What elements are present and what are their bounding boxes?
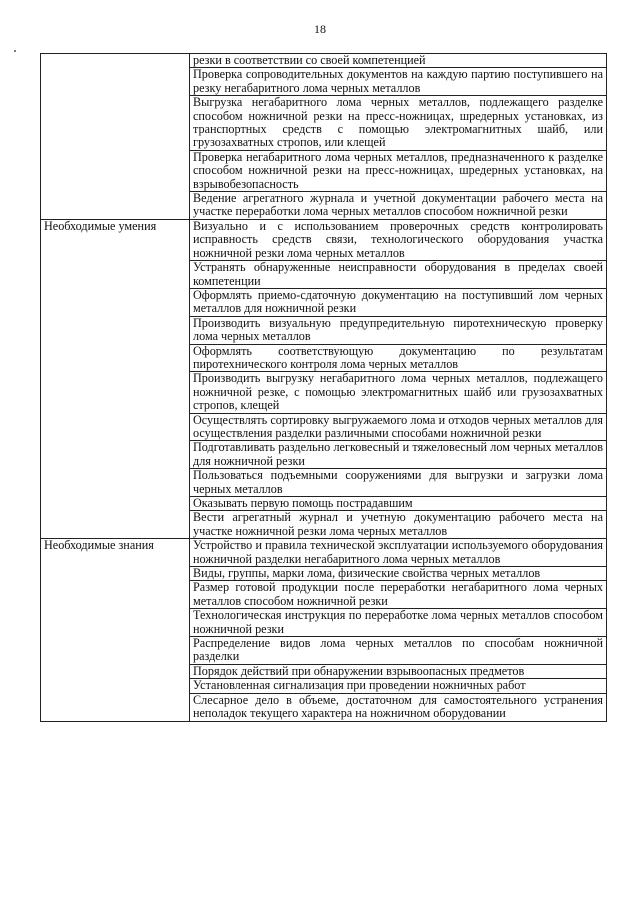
- requirements-table-body: [41, 54, 607, 722]
- requirement-text: Устранять обнаруженные неисправности оборудования в пределах своей компетенции: [190, 261, 607, 289]
- requirement-text: Осуществлять сортировку выгружаемого лома и отходов черных металлов для осуществления разделки различными способами ножничной резки: [190, 413, 607, 441]
- requirement-text: Порядок действий при обнаружении взрывоопасных предметов: [190, 664, 607, 678]
- requirement-text: Оформлять соответствующую документацию по результатам пиротехнического контроля лома черных металлов: [190, 344, 607, 372]
- requirement-text: Оформлять приемо-сдаточную документацию на поступивший лом черных металлов для ножничной резки: [190, 288, 607, 316]
- requirement-text: Виды, группы, марки лома, физические свойства черных металлов: [190, 567, 607, 581]
- table-row: [41, 54, 607, 68]
- requirement-text: Визуально и с использованием проверочных средств контролировать исправность средств связи, технологического оборудования участка ножничной резки лома черных металлов: [190, 219, 607, 260]
- section-label: [41, 54, 190, 220]
- requirement-text: Подготавливать раздельно легковесный и тяжеловесный лом черных металлов для ножничной резки: [190, 441, 607, 469]
- requirement-text: Размер готовой продукции после переработки негабаритного лома черных металлов способом ножничной резки: [190, 581, 607, 609]
- section-label: Необходимые умения: [41, 219, 190, 538]
- section-label: Необходимые знания: [41, 539, 190, 721]
- requirement-text: Проверка негабаритного лома черных металлов, предназначенного к разделке способом ножничной резки на пресс-ножницах, шредерных установках, на взрывобезопасность: [190, 150, 607, 191]
- requirement-text: Ведение агрегатного журнала и учетной документации рабочего места на участке переработки лома черных металлов способом ножничной резки: [190, 192, 607, 220]
- table-row: [41, 539, 607, 567]
- requirement-text: Проверка сопроводительных документов на каждую партию поступившего на резку негабаритного лома черных металлов: [190, 68, 607, 96]
- requirement-text: Распределение видов лома черных металлов по способам ножничной разделки: [190, 637, 607, 665]
- requirement-text: Выгрузка негабаритного лома черных металлов, подлежащего разделке способом ножничной резки на пресс-ножницах, шредерных установках, из транспортных средств с помощью электромагнитных шайб, или грузозахватных стропов, или клещей: [190, 96, 607, 151]
- requirements-table: [40, 53, 607, 722]
- requirement-text: Вести агрегатный журнал и учетную документацию рабочего места на участке ножничной резки лома черных металлов: [190, 511, 607, 539]
- page-number: 18: [314, 22, 326, 36]
- requirement-text: Пользоваться подъемными сооружениями для выгрузки и загрузки лома черных металлов: [190, 469, 607, 497]
- requirement-text: Производить визуальную предупредительную пиротехническую проверку лома черных металлов: [190, 316, 607, 344]
- requirement-text: Слесарное дело в объеме, достаточном для самостоятельного устранения неполадок текущего характера на ножничном оборудовании: [190, 693, 607, 721]
- requirement-text: Оказывать первую помощь пострадавшим: [190, 497, 607, 511]
- requirement-text: резки в соответствии со своей компетенцией: [190, 54, 607, 68]
- table-row: [41, 219, 607, 260]
- requirement-text: Технологическая инструкция по переработке лома черных металлов способом ножничной резки: [190, 609, 607, 637]
- scan-speck: [14, 50, 16, 52]
- requirement-text: Установленная сигнализация при проведении ножничных работ: [190, 679, 607, 693]
- requirement-text: Производить выгрузку негабаритного лома черных металлов, подлежащего ножничной резке, с помощью электромагнитных шайб или грузозахватных стропов, клещей: [190, 372, 607, 413]
- requirement-text: Устройство и правила технической эксплуатации используемого оборудования ножничной разделки негабаритного лома черных металлов: [190, 539, 607, 567]
